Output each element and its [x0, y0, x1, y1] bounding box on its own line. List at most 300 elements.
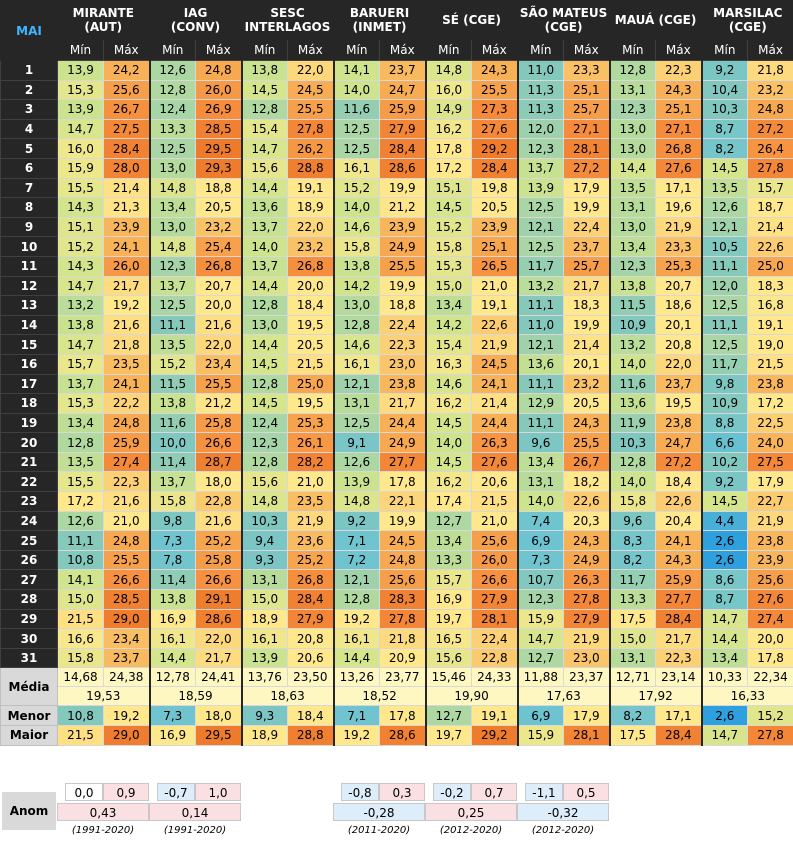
- min-temp-cell: 16,9: [150, 609, 196, 629]
- max-temp-cell: 21,0: [472, 276, 518, 296]
- max-temp-cell: 27,2: [656, 452, 702, 472]
- min-temp-cell: 15,1: [58, 217, 104, 237]
- max-temp-cell: 25,3: [288, 413, 334, 433]
- day-label: 21: [1, 452, 58, 472]
- max-temp-cell: 24,7: [656, 433, 702, 453]
- lowest-value: 19,1: [472, 706, 518, 726]
- max-temp-cell: 28,4: [472, 158, 518, 178]
- min-temp-cell: 11,1: [518, 374, 564, 394]
- anomaly-min: -0,8: [341, 783, 379, 801]
- day-label: 27: [1, 570, 58, 590]
- min-temp-cell: 15,8: [610, 492, 656, 512]
- min-temp-cell: 12,1: [518, 335, 564, 355]
- min-temp-cell: 12,6: [334, 452, 380, 472]
- min-temp-cell: 10,5: [702, 237, 748, 257]
- max-temp-cell: 25,7: [564, 100, 610, 120]
- day-row: [1, 315, 793, 335]
- station-header: [518, 1, 610, 40]
- max-temp-cell: 20,4: [656, 511, 702, 531]
- average-value: 13,26: [334, 668, 380, 687]
- max-temp-cell: 22,8: [472, 648, 518, 668]
- min-temp-cell: 16,2: [426, 119, 472, 139]
- min-temp-cell: 9,1: [334, 433, 380, 453]
- min-temp-cell: 12,3: [518, 139, 564, 159]
- min-temp-cell: 12,8: [334, 590, 380, 610]
- combined-average-row: [1, 687, 793, 706]
- max-temp-cell: 22,0: [288, 61, 334, 81]
- day-row: [1, 354, 793, 374]
- min-temp-cell: 10,9: [702, 394, 748, 414]
- max-temp-cell: 17,9: [748, 472, 793, 492]
- max-temp-cell: 21,7: [564, 276, 610, 296]
- anomaly-min: 0,0: [65, 783, 103, 801]
- average-value: 12,78: [150, 668, 196, 687]
- max-temp-cell: 22,0: [196, 335, 242, 355]
- min-temp-cell: 15,9: [518, 609, 564, 629]
- highest-value: 15,9: [518, 726, 564, 746]
- max-temp-cell: 27,8: [380, 609, 426, 629]
- max-temp-cell: 24,9: [564, 550, 610, 570]
- min-temp-cell: 9,2: [702, 472, 748, 492]
- day-row: [1, 276, 793, 296]
- min-temp-cell: 14,2: [334, 276, 380, 296]
- anomaly-label: Anom: [2, 792, 56, 830]
- average-value: 14,68: [58, 668, 104, 687]
- min-temp-cell: 12,5: [150, 139, 196, 159]
- highest-value: 27,8: [748, 726, 793, 746]
- max-temp-cell: 17,9: [564, 178, 610, 198]
- min-temp-cell: 13,5: [610, 178, 656, 198]
- min-temp-cell: 14,9: [426, 100, 472, 120]
- max-temp-cell: 28,4: [288, 590, 334, 610]
- max-temp-cell: 27,7: [380, 452, 426, 472]
- min-temp-cell: 12,4: [242, 413, 288, 433]
- min-temp-cell: 15,7: [58, 354, 104, 374]
- min-temp-cell: 15,8: [334, 237, 380, 257]
- min-temp-cell: 15,5: [58, 472, 104, 492]
- average-value: 13,76: [242, 668, 288, 687]
- max-temp-cell: 24,5: [472, 354, 518, 374]
- max-temp-cell: 21,4: [472, 394, 518, 414]
- max-column-header: Máx: [472, 40, 518, 61]
- max-temp-cell: 25,5: [380, 256, 426, 276]
- max-temp-cell: 23,8: [748, 531, 793, 551]
- station-header: [150, 1, 242, 40]
- min-temp-cell: 14,4: [242, 276, 288, 296]
- day-label: 1: [1, 61, 58, 81]
- max-temp-cell: 23,5: [288, 492, 334, 512]
- max-temp-cell: 24,8: [748, 100, 793, 120]
- max-temp-cell: 21,0: [472, 511, 518, 531]
- max-temp-cell: 21,6: [104, 492, 150, 512]
- combined-average-value: 17,92: [610, 687, 702, 706]
- day-row: [1, 198, 793, 218]
- max-temp-cell: 25,5: [472, 80, 518, 100]
- day-row: [1, 452, 793, 472]
- min-temp-cell: 7,4: [518, 511, 564, 531]
- max-temp-cell: 27,8: [288, 119, 334, 139]
- max-temp-cell: 23,8: [380, 374, 426, 394]
- min-temp-cell: 13,7: [58, 374, 104, 394]
- max-temp-cell: 24,4: [472, 413, 518, 433]
- min-temp-cell: 13,7: [150, 472, 196, 492]
- max-temp-cell: 19,5: [656, 394, 702, 414]
- max-temp-cell: 22,8: [196, 492, 242, 512]
- min-temp-cell: 19,7: [426, 609, 472, 629]
- combined-average-value: 18,59: [150, 687, 242, 706]
- max-temp-cell: 25,5: [288, 100, 334, 120]
- min-temp-cell: 2,6: [702, 550, 748, 570]
- day-label: 18: [1, 394, 58, 414]
- min-temp-cell: 12,5: [334, 139, 380, 159]
- min-temp-cell: 9,2: [702, 61, 748, 81]
- combined-average-value: 18,63: [242, 687, 334, 706]
- min-temp-cell: 12,5: [334, 413, 380, 433]
- max-temp-cell: 23,7: [656, 374, 702, 394]
- max-temp-cell: 19,9: [380, 178, 426, 198]
- max-temp-cell: 26,7: [104, 100, 150, 120]
- max-temp-cell: 23,9: [104, 217, 150, 237]
- max-temp-cell: 24,1: [656, 531, 702, 551]
- max-temp-cell: 29,0: [104, 609, 150, 629]
- max-temp-cell: 28,0: [104, 158, 150, 178]
- min-temp-cell: 15,7: [426, 570, 472, 590]
- day-label: 6: [1, 158, 58, 178]
- min-temp-cell: 13,7: [242, 256, 288, 276]
- min-temp-cell: 8,2: [702, 139, 748, 159]
- min-temp-cell: 13,4: [702, 648, 748, 668]
- min-temp-cell: 14,7: [702, 609, 748, 629]
- station-name: MARSILAC: [713, 6, 783, 20]
- min-temp-cell: 13,8: [150, 590, 196, 610]
- min-temp-cell: 13,0: [610, 119, 656, 139]
- min-temp-cell: 15,2: [426, 217, 472, 237]
- day-row: [1, 100, 793, 120]
- min-temp-cell: 15,2: [58, 237, 104, 257]
- min-temp-cell: 13,7: [242, 217, 288, 237]
- min-temp-cell: 7,1: [334, 531, 380, 551]
- max-temp-cell: 27,5: [104, 119, 150, 139]
- min-temp-cell: 14,1: [58, 570, 104, 590]
- min-temp-cell: 12,3: [610, 100, 656, 120]
- min-temp-cell: 11,4: [150, 570, 196, 590]
- day-row: [1, 158, 793, 178]
- day-row: [1, 178, 793, 198]
- day-label: 7: [1, 178, 58, 198]
- min-temp-cell: 14,5: [702, 158, 748, 178]
- max-temp-cell: 28,4: [104, 139, 150, 159]
- max-temp-cell: 28,4: [380, 139, 426, 159]
- average-value: 12,71: [610, 668, 656, 687]
- day-row: [1, 217, 793, 237]
- min-temp-cell: 12,5: [334, 119, 380, 139]
- min-temp-cell: 14,0: [610, 354, 656, 374]
- max-temp-cell: 21,4: [104, 178, 150, 198]
- max-temp-cell: 21,4: [564, 335, 610, 355]
- min-temp-cell: 14,5: [426, 198, 472, 218]
- max-temp-cell: 28,1: [472, 609, 518, 629]
- min-temp-cell: 13,0: [150, 158, 196, 178]
- lowest-value: 8,2: [610, 706, 656, 726]
- max-temp-cell: 23,2: [288, 237, 334, 257]
- day-row: [1, 374, 793, 394]
- max-temp-cell: 28,5: [104, 590, 150, 610]
- anomaly-max: 0,5: [563, 783, 609, 801]
- day-label: 19: [1, 413, 58, 433]
- min-temp-cell: 15,6: [242, 158, 288, 178]
- min-temp-cell: 14,6: [426, 374, 472, 394]
- day-row: [1, 413, 793, 433]
- min-temp-cell: 13,5: [702, 178, 748, 198]
- min-temp-cell: 12,1: [518, 217, 564, 237]
- min-temp-cell: 13,0: [242, 315, 288, 335]
- day-row: [1, 335, 793, 355]
- min-temp-cell: 17,2: [58, 492, 104, 512]
- max-temp-cell: 24,0: [748, 433, 793, 453]
- average-value: 22,34: [748, 668, 793, 687]
- anomaly-min: -0,2: [433, 783, 471, 801]
- max-temp-cell: 25,8: [196, 413, 242, 433]
- lowest-value: 10,8: [58, 706, 104, 726]
- lowest-value: 17,1: [656, 706, 702, 726]
- max-temp-cell: 21,2: [196, 394, 242, 414]
- max-temp-cell: 20,0: [288, 276, 334, 296]
- min-temp-cell: 14,0: [518, 492, 564, 512]
- max-temp-cell: 23,6: [288, 531, 334, 551]
- max-temp-cell: 27,2: [564, 158, 610, 178]
- min-temp-cell: 10,7: [518, 570, 564, 590]
- max-temp-cell: 26,9: [196, 100, 242, 120]
- min-temp-cell: 10,3: [242, 511, 288, 531]
- min-temp-cell: 13,1: [610, 198, 656, 218]
- max-temp-cell: 23,4: [104, 629, 150, 649]
- max-temp-cell: 21,9: [472, 335, 518, 355]
- max-temp-cell: 24,3: [656, 80, 702, 100]
- max-temp-cell: 24,2: [104, 61, 150, 81]
- min-temp-cell: 14,3: [58, 256, 104, 276]
- max-temp-cell: 19,1: [288, 178, 334, 198]
- min-temp-cell: 13,9: [58, 100, 104, 120]
- min-temp-cell: 13,3: [610, 590, 656, 610]
- min-temp-cell: 11,3: [518, 80, 564, 100]
- max-temp-cell: 22,4: [380, 315, 426, 335]
- max-temp-cell: 22,3: [380, 335, 426, 355]
- max-temp-cell: 28,5: [196, 119, 242, 139]
- max-temp-cell: 27,6: [656, 158, 702, 178]
- min-temp-cell: 14,4: [334, 648, 380, 668]
- min-temp-cell: 13,3: [150, 119, 196, 139]
- day-row: [1, 237, 793, 257]
- min-temp-cell: 11,1: [702, 315, 748, 335]
- min-temp-cell: 14,4: [242, 178, 288, 198]
- max-temp-cell: 21,8: [748, 61, 793, 81]
- average-value: 11,88: [518, 668, 564, 687]
- day-label: 11: [1, 256, 58, 276]
- min-temp-cell: 16,0: [58, 139, 104, 159]
- min-temp-cell: 13,4: [58, 413, 104, 433]
- anomaly-average: 0,43: [57, 803, 149, 821]
- min-temp-cell: 14,7: [58, 335, 104, 355]
- max-temp-cell: 23,7: [104, 648, 150, 668]
- max-temp-cell: 17,8: [748, 648, 793, 668]
- day-row: [1, 629, 793, 649]
- min-temp-cell: 6,6: [702, 433, 748, 453]
- max-column-header: Máx: [564, 40, 610, 61]
- min-temp-cell: 13,8: [150, 394, 196, 414]
- min-temp-cell: 15,1: [426, 178, 472, 198]
- min-column-header: Mín: [58, 40, 104, 61]
- min-column-header: Mín: [242, 40, 288, 61]
- max-temp-cell: 23,0: [564, 648, 610, 668]
- max-temp-cell: 26,4: [748, 139, 793, 159]
- max-temp-cell: 21,8: [380, 629, 426, 649]
- max-temp-cell: 23,5: [104, 354, 150, 374]
- station-header: [610, 1, 702, 40]
- max-temp-cell: 19,9: [564, 315, 610, 335]
- highest-label: Maior: [1, 726, 58, 746]
- min-temp-cell: 17,2: [426, 158, 472, 178]
- min-temp-cell: 12,8: [242, 374, 288, 394]
- max-temp-cell: 26,8: [656, 139, 702, 159]
- average-value: 23,50: [288, 668, 334, 687]
- station-name: SESC: [270, 6, 305, 20]
- max-temp-cell: 18,6: [656, 296, 702, 316]
- min-temp-cell: 14,6: [334, 217, 380, 237]
- max-temp-cell: 20,3: [564, 511, 610, 531]
- min-temp-cell: 12,1: [334, 570, 380, 590]
- min-temp-cell: 14,4: [242, 335, 288, 355]
- min-temp-cell: 12,9: [518, 394, 564, 414]
- min-temp-cell: 15,8: [150, 492, 196, 512]
- station-subname: (CONV): [170, 20, 221, 34]
- min-temp-cell: 9,8: [702, 374, 748, 394]
- anomaly-min: -1,1: [525, 783, 563, 801]
- max-temp-cell: 18,9: [288, 198, 334, 218]
- max-temp-cell: 25,4: [196, 237, 242, 257]
- max-temp-cell: 25,7: [564, 256, 610, 276]
- min-temp-cell: 16,1: [334, 629, 380, 649]
- anomaly-max: 0,9: [103, 783, 149, 801]
- day-label: 29: [1, 609, 58, 629]
- max-temp-cell: 29,1: [196, 590, 242, 610]
- min-temp-cell: 11,1: [702, 256, 748, 276]
- day-label: 28: [1, 590, 58, 610]
- highest-value: 29,5: [196, 726, 242, 746]
- max-temp-cell: 20,6: [472, 472, 518, 492]
- min-temp-cell: 16,1: [334, 354, 380, 374]
- max-temp-cell: 21,5: [288, 354, 334, 374]
- max-temp-cell: 19,0: [748, 335, 793, 355]
- min-temp-cell: 15,5: [58, 178, 104, 198]
- max-temp-cell: 26,0: [104, 256, 150, 276]
- max-temp-cell: 24,3: [472, 61, 518, 81]
- min-temp-cell: 7,8: [150, 550, 196, 570]
- max-temp-cell: 27,1: [656, 119, 702, 139]
- max-temp-cell: 21,9: [288, 511, 334, 531]
- min-temp-cell: 14,7: [518, 629, 564, 649]
- day-row: [1, 648, 793, 668]
- lowest-value: 2,6: [702, 706, 748, 726]
- max-temp-cell: 27,6: [472, 119, 518, 139]
- max-temp-cell: 22,5: [748, 413, 793, 433]
- max-temp-cell: 25,6: [380, 570, 426, 590]
- day-row: [1, 472, 793, 492]
- day-row: [1, 590, 793, 610]
- min-temp-cell: 13,8: [242, 61, 288, 81]
- combined-average-value: 17,63: [518, 687, 610, 706]
- min-temp-cell: 15,6: [242, 472, 288, 492]
- anomaly-period: (2011-2020): [347, 825, 411, 836]
- min-temp-cell: 16,6: [58, 629, 104, 649]
- min-temp-cell: 13,1: [242, 570, 288, 590]
- max-temp-cell: 24,8: [104, 531, 150, 551]
- min-temp-cell: 11,6: [610, 374, 656, 394]
- combined-average-value: 18,52: [334, 687, 426, 706]
- day-label: 2: [1, 80, 58, 100]
- min-temp-cell: 13,5: [58, 452, 104, 472]
- day-row: [1, 550, 793, 570]
- day-label: 23: [1, 492, 58, 512]
- day-label: 22: [1, 472, 58, 492]
- min-temp-cell: 13,3: [426, 550, 472, 570]
- day-label: 14: [1, 315, 58, 335]
- min-temp-cell: 13,5: [150, 335, 196, 355]
- min-temp-cell: 10,4: [702, 80, 748, 100]
- lowest-value: 19,2: [104, 706, 150, 726]
- anomaly-max: 0,7: [471, 783, 517, 801]
- max-temp-cell: 25,2: [288, 550, 334, 570]
- max-temp-cell: 24,3: [656, 550, 702, 570]
- max-temp-cell: 26,6: [472, 570, 518, 590]
- min-temp-cell: 21,5: [58, 609, 104, 629]
- min-temp-cell: 14,0: [334, 198, 380, 218]
- max-temp-cell: 17,1: [656, 178, 702, 198]
- average-value: 24,41: [196, 668, 242, 687]
- min-temp-cell: 13,9: [518, 178, 564, 198]
- max-temp-cell: 27,8: [564, 590, 610, 610]
- min-temp-cell: 11,0: [518, 315, 564, 335]
- min-temp-cell: 8,3: [610, 531, 656, 551]
- station-subname: (INMET): [352, 20, 407, 34]
- max-temp-cell: 23,8: [748, 374, 793, 394]
- min-temp-cell: 11,5: [150, 374, 196, 394]
- min-temp-cell: 12,3: [518, 590, 564, 610]
- anomaly-average: 0,14: [149, 803, 241, 821]
- min-temp-cell: 14,7: [58, 276, 104, 296]
- min-temp-cell: 12,8: [58, 433, 104, 453]
- max-temp-cell: 18,3: [748, 276, 793, 296]
- max-temp-cell: 27,1: [564, 119, 610, 139]
- day-label: 4: [1, 119, 58, 139]
- max-temp-cell: 25,9: [380, 100, 426, 120]
- min-temp-cell: 12,7: [518, 648, 564, 668]
- min-temp-cell: 14,5: [426, 452, 472, 472]
- max-temp-cell: 23,2: [748, 80, 793, 100]
- max-temp-cell: 28,4: [656, 609, 702, 629]
- highest-value: 28,4: [656, 726, 702, 746]
- min-temp-cell: 13,2: [58, 296, 104, 316]
- lowest-value: 12,7: [426, 706, 472, 726]
- max-temp-cell: 25,6: [472, 531, 518, 551]
- min-temp-cell: 12,5: [702, 296, 748, 316]
- max-temp-cell: 25,6: [748, 570, 793, 590]
- day-label: 13: [1, 296, 58, 316]
- station-header: [702, 1, 793, 40]
- max-temp-cell: 20,1: [564, 354, 610, 374]
- min-temp-cell: 13,8: [610, 276, 656, 296]
- highest-value: 28,6: [380, 726, 426, 746]
- min-temp-cell: 12,5: [518, 198, 564, 218]
